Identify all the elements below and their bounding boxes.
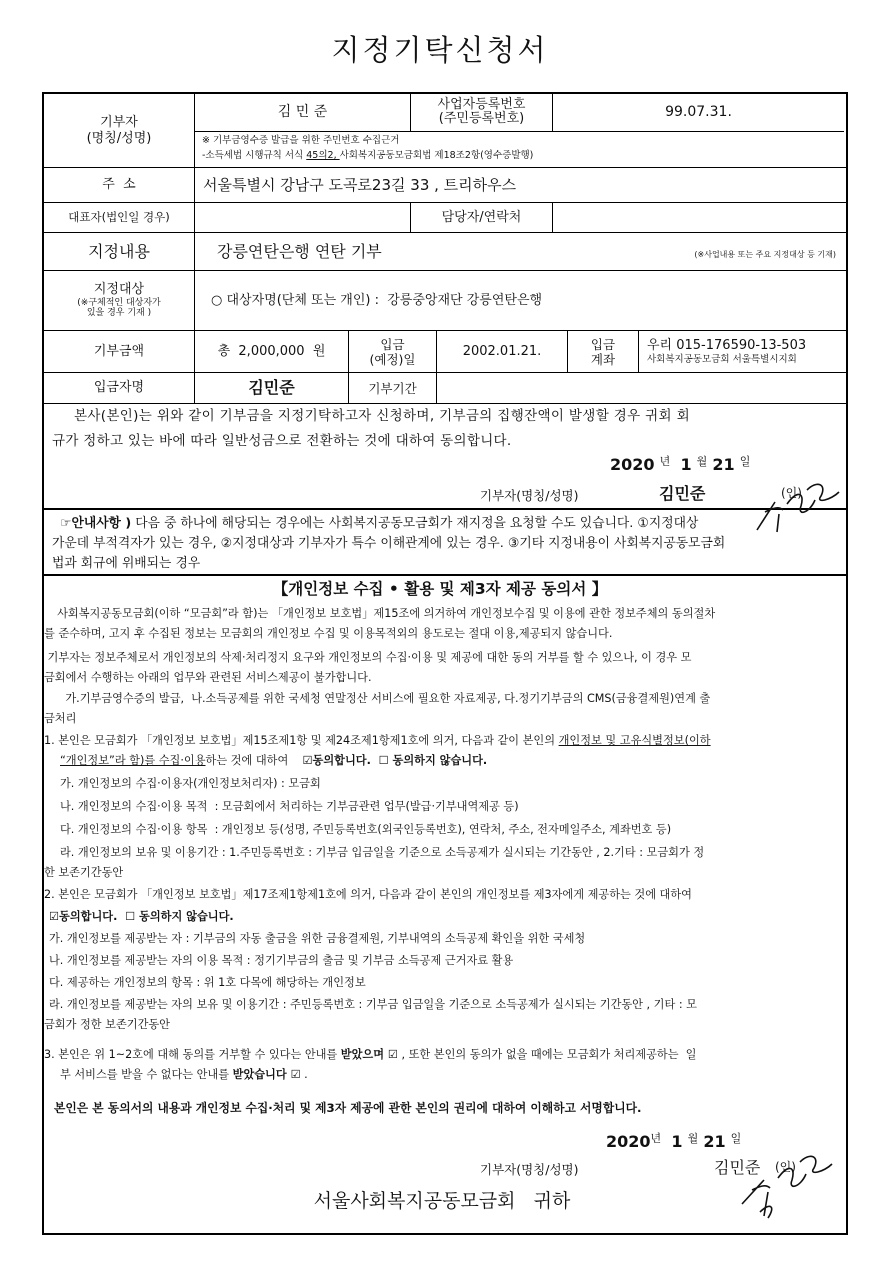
s1-agree-checkbox[interactable]: ☑동의합니다. (302, 754, 371, 767)
s3-text: 부 서비스를 받을 수 없다는 안내를 (60, 1068, 233, 1081)
divider (42, 508, 846, 510)
notice-line-1 (60, 514, 698, 534)
period-value[interactable] (437, 373, 844, 403)
target-sublabel-2: 있을 경우 기재 ) (86, 308, 152, 319)
s1-underlined-text: “개인정보”라 함)를 수집·이용 (60, 754, 206, 767)
reg-no-label: 사업자등록번호 (437, 96, 526, 112)
note-text: -소득세법 시행규칙 서식 (202, 150, 307, 161)
consent-s2-c: 다. 제공하는 개인정보의 항목 : 위 1호 다목에 해당하는 개인정보 (49, 976, 366, 989)
page-title: 지정기탁신청서 (331, 33, 549, 67)
depositor-label: 입금자명 (93, 380, 145, 396)
consent-s1-a: 가. 개인정보의 수집·이용자(개인정보처리자) : 모금회 (60, 777, 321, 790)
deposit-date-value[interactable]: 2002.01.21. (462, 343, 542, 359)
year-unit: 년 (650, 1132, 662, 1145)
reg-no-value[interactable]: 99.07.31. (665, 104, 732, 121)
reg-no-sublabel: (주민등록번호) (438, 111, 525, 126)
contact-value[interactable] (553, 203, 844, 232)
content-note: (※사업내용 또는 주요 지정대상 등 기재) (694, 249, 836, 259)
target-label: 지정대상 (93, 281, 145, 297)
s3-text: . (300, 1068, 308, 1081)
s1-text: 하는 것에 대하여 (205, 754, 303, 767)
consent-s2-d-line-1: 라. 개인정보를 제공받는 자의 보유 및 이용기간 : 주민등록번호 : 기부금 입금일을 기준으로 소득공제가 실시되는 기간동안 , 기타 : 모 (49, 998, 697, 1011)
representative-value[interactable] (195, 203, 410, 232)
consent-s2-line-2 (49, 907, 234, 927)
s3-text: 3. 본인은 위 1~2호에 대해 동의를 거부할 수 있다는 안내를 (44, 1048, 341, 1061)
consent-s1-line-1 (44, 731, 711, 751)
s1-underlined-text: 개인정보 및 고유식별정보(이하 (558, 734, 711, 747)
consent-year: 2020 (606, 1132, 651, 1151)
s1-text: 1. 본인은 모금회가 「개인정보 보호법」제15조제1항 및 제24조제1항제1호에 의거, 다음과 같이 본인의 (44, 734, 559, 747)
address-label: 주 소 (102, 177, 136, 193)
receipt-note-line-2 (202, 150, 533, 161)
consent-p1-line-1: 사회복지공동모금회(이하 “모금회”라 함)는 「개인정보 보호법」제15조에 의거하여 개인정보수집 및 이용에 관한 정보주체의 동의절차 (50, 607, 716, 620)
consent-s3-line-1 (44, 1045, 696, 1065)
consent-p2-line-1: 기부자는 정보주체로서 개인정보의 삭제·처리정지 요구와 개인정보의 수집·이용 및 제공에 대한 동의 거부를 할 수 있으나, 이 경우 모 (44, 651, 692, 664)
consent-date (606, 1132, 741, 1151)
agreement-day: 21 (712, 455, 735, 474)
consent-final-statement: 본인은 본 동의서의 내용과 개인정보 수집·처리 및 제3자 제공에 관한 본인의 권리에 대하여 이해하고 서명합니다. (54, 1101, 642, 1115)
agreement-signer-label: 기부자(명칭/성명) (480, 488, 579, 503)
agreement-seal: (인) (781, 486, 802, 500)
notice-line-3: 법과 회규에 위배되는 경우 (52, 556, 201, 571)
s2-disagree-checkbox[interactable]: ☐ 동의하지 않습니다. (117, 910, 234, 923)
note-underlined-text: 45의2, (306, 150, 340, 161)
amount-value[interactable]: 총 2,000,000 원 (217, 343, 326, 359)
account-sublabel: 계좌 (590, 351, 616, 367)
reg-no-label-cell (411, 93, 552, 131)
target-sublabel-1: (※구체적인 대상자가 (77, 297, 161, 308)
consent-p3-line-2: 금처리 (44, 712, 77, 725)
consent-s1-d-line-1: 라. 개인정보의 보유 및 이용기간 : 1.주민등록번호 : 기부금 입금일을 기준으로 소득공제가 실시되는 기간동안 , 2.기타 : 모금회가 정 (60, 846, 705, 859)
divider (194, 131, 844, 132)
consent-s1-b: 나. 개인정보의 수집·이용 목적 : 모금회에서 처리하는 기부금관련 업무(발급·기부내역제공 등) (60, 800, 519, 813)
consent-signer-label: 기부자(명칭/성명) (480, 1162, 579, 1177)
day-unit: 일 (739, 455, 751, 468)
consent-seal: (인) (775, 1160, 796, 1174)
address-value[interactable]: 서울특별시 강남구 도곡로23길 33 , 트리하우스 (203, 176, 517, 194)
consent-s2-d-line-2: 금회가 정한 보존기간동안 (44, 1018, 170, 1031)
donor-sublabel: (명칭/성명) (86, 130, 152, 146)
s2-agree-checkbox[interactable]: ☑동의합니다. (49, 910, 118, 923)
consent-signer-name: 김민준 (714, 1158, 761, 1177)
notice-line-2: 가운데 부적격자가 있는 경우, ②지정대상과 기부자가 특수 이해관계에 있는 경우. ③기타 지정내용이 사회복지공동모금회 (52, 536, 726, 551)
account-label: 입금 (590, 336, 616, 352)
divider (42, 574, 846, 576)
account-holder: 사회복지공동모금회 서울특별시지회 (647, 353, 797, 365)
year-unit: 년 (659, 455, 671, 468)
account-label-cell (568, 331, 638, 372)
s1-disagree-checkbox[interactable]: ☐ 동의하지 않습니다. (370, 754, 488, 767)
consent-s2-b: 나. 개인정보를 제공받는 자의 이용 목적 : 정기기부금의 출금 및 기부금 소득공제 근거자료 활용 (49, 954, 514, 967)
month-unit: 월 (687, 1132, 699, 1145)
content-value[interactable]: 강릉연탄은행 연탄 기부 (217, 241, 382, 261)
agreement-line-1: 본사(본인)는 위와 같이 기부금을 지정기탁하고자 신청하며, 기부금의 집행잔액이 발생할 경우 귀회 회 (74, 408, 690, 424)
consent-p3-line-1: 가.기부금영수증의 발급, 나.소득공제를 위한 국세청 연말정산 서비스에 필요한 자료제공, 다.정기기부금의 CMS(금융결제원)연계 출 (44, 692, 711, 705)
donor-label-cell (44, 94, 194, 167)
s3-text: , 또한 본인의 동의가 없을 때에는 모금회가 처리제공하는 일 (397, 1048, 697, 1061)
consent-month: 1 (671, 1132, 683, 1151)
contact-label: 담당자/연락처 (441, 209, 522, 225)
note-text: 사회복지공동모금회법 제18조2항(영수증발행) (339, 150, 534, 161)
target-label-cell (44, 271, 194, 330)
content-label: 지정내용 (88, 241, 150, 261)
amount-label: 기부금액 (93, 343, 145, 359)
agreement-signer-name: 김민준 (659, 484, 706, 503)
consent-p2-line-2: 금회에서 수행하는 아래의 업무와 관련된 서비스제공이 불가합니다. (44, 671, 372, 684)
period-label: 기부기간 (368, 380, 417, 396)
agreement-date (610, 455, 750, 474)
consent-p1-line-2: 를 준수하며, 고지 후 수집된 정보는 모금회의 개인정보 수집 및 이용목적외의 용도로는 절대 이용,제공되지 않습니다. (44, 627, 613, 640)
donor-name[interactable]: 김 민 준 (277, 104, 328, 121)
deposit-date-sublabel: (예정)일 (369, 351, 416, 367)
representative-label: 대표자(법인일 경우) (68, 209, 170, 224)
agreement-month: 1 (680, 455, 692, 474)
depositor-value[interactable]: 김민준 (248, 378, 295, 398)
consent-s1-d-line-2: 한 보존기간동안 (44, 866, 124, 879)
target-value[interactable]: ○ 대상자명(단체 또는 개인) : 강릉중앙재단 강릉연탄은행 (211, 292, 543, 308)
notice-text: 다음 중 하나에 해당되는 경우에는 사회복지공동모금회가 재지정을 요청할 수도 있습니다. ①지정대상 (131, 516, 699, 531)
agreement-line-2: 규가 정하고 있는 바에 따라 일반성금으로 전환하는 것에 대하여 동의합니다. (52, 433, 512, 449)
account-number[interactable]: 우리 015-176590-13-503 (647, 338, 807, 353)
s3-check-2[interactable]: 받았습니다 ☑ (232, 1068, 301, 1081)
addressee: 서울사회복지공동모금회 귀하 (313, 1190, 571, 1212)
month-unit: 월 (696, 455, 708, 468)
consent-title: 【개인정보 수집 • 활용 및 제3자 제공 동의서 】 (272, 580, 608, 598)
consent-s2-line-1: 2. 본인은 모금회가 「개인정보 보호법」제17조제1항제1호에 의거, 다음과 같이 본인의 개인정보를 제3자에게 제공하는 것에 대하여 (44, 888, 692, 901)
account-value-cell (639, 331, 844, 372)
deposit-date-label: 입금 (380, 336, 405, 352)
receipt-note-line-1: ※ 기부금영수증 발급을 위한 주민번호 수집근거 (202, 135, 400, 146)
day-unit: 일 (730, 1132, 742, 1145)
donor-label: 기부자 (100, 114, 138, 130)
agreement-year: 2020 (610, 455, 655, 474)
deposit-date-label-cell (349, 331, 436, 372)
consent-s2-a: 가. 개인정보를 제공받는 자 : 기부금의 자동 출금을 위한 금융결제원, 기부내역의 소득공제 확인을 위한 국세청 (49, 932, 586, 945)
notice-head: ☞안내사항 ) (60, 516, 132, 531)
consent-s1-c: 다. 개인정보의 수집·이용 항목 : 개인정보 등(성명, 주민등록번호(외국인등록번호), 연락처, 주소, 전자메일주소, 계좌번호 등) (60, 823, 672, 836)
s3-check-1[interactable]: 받았으며 ☑ (340, 1048, 398, 1061)
consent-day: 21 (703, 1132, 726, 1151)
consent-s3-line-2 (60, 1065, 308, 1085)
consent-s1-line-2 (60, 751, 487, 771)
